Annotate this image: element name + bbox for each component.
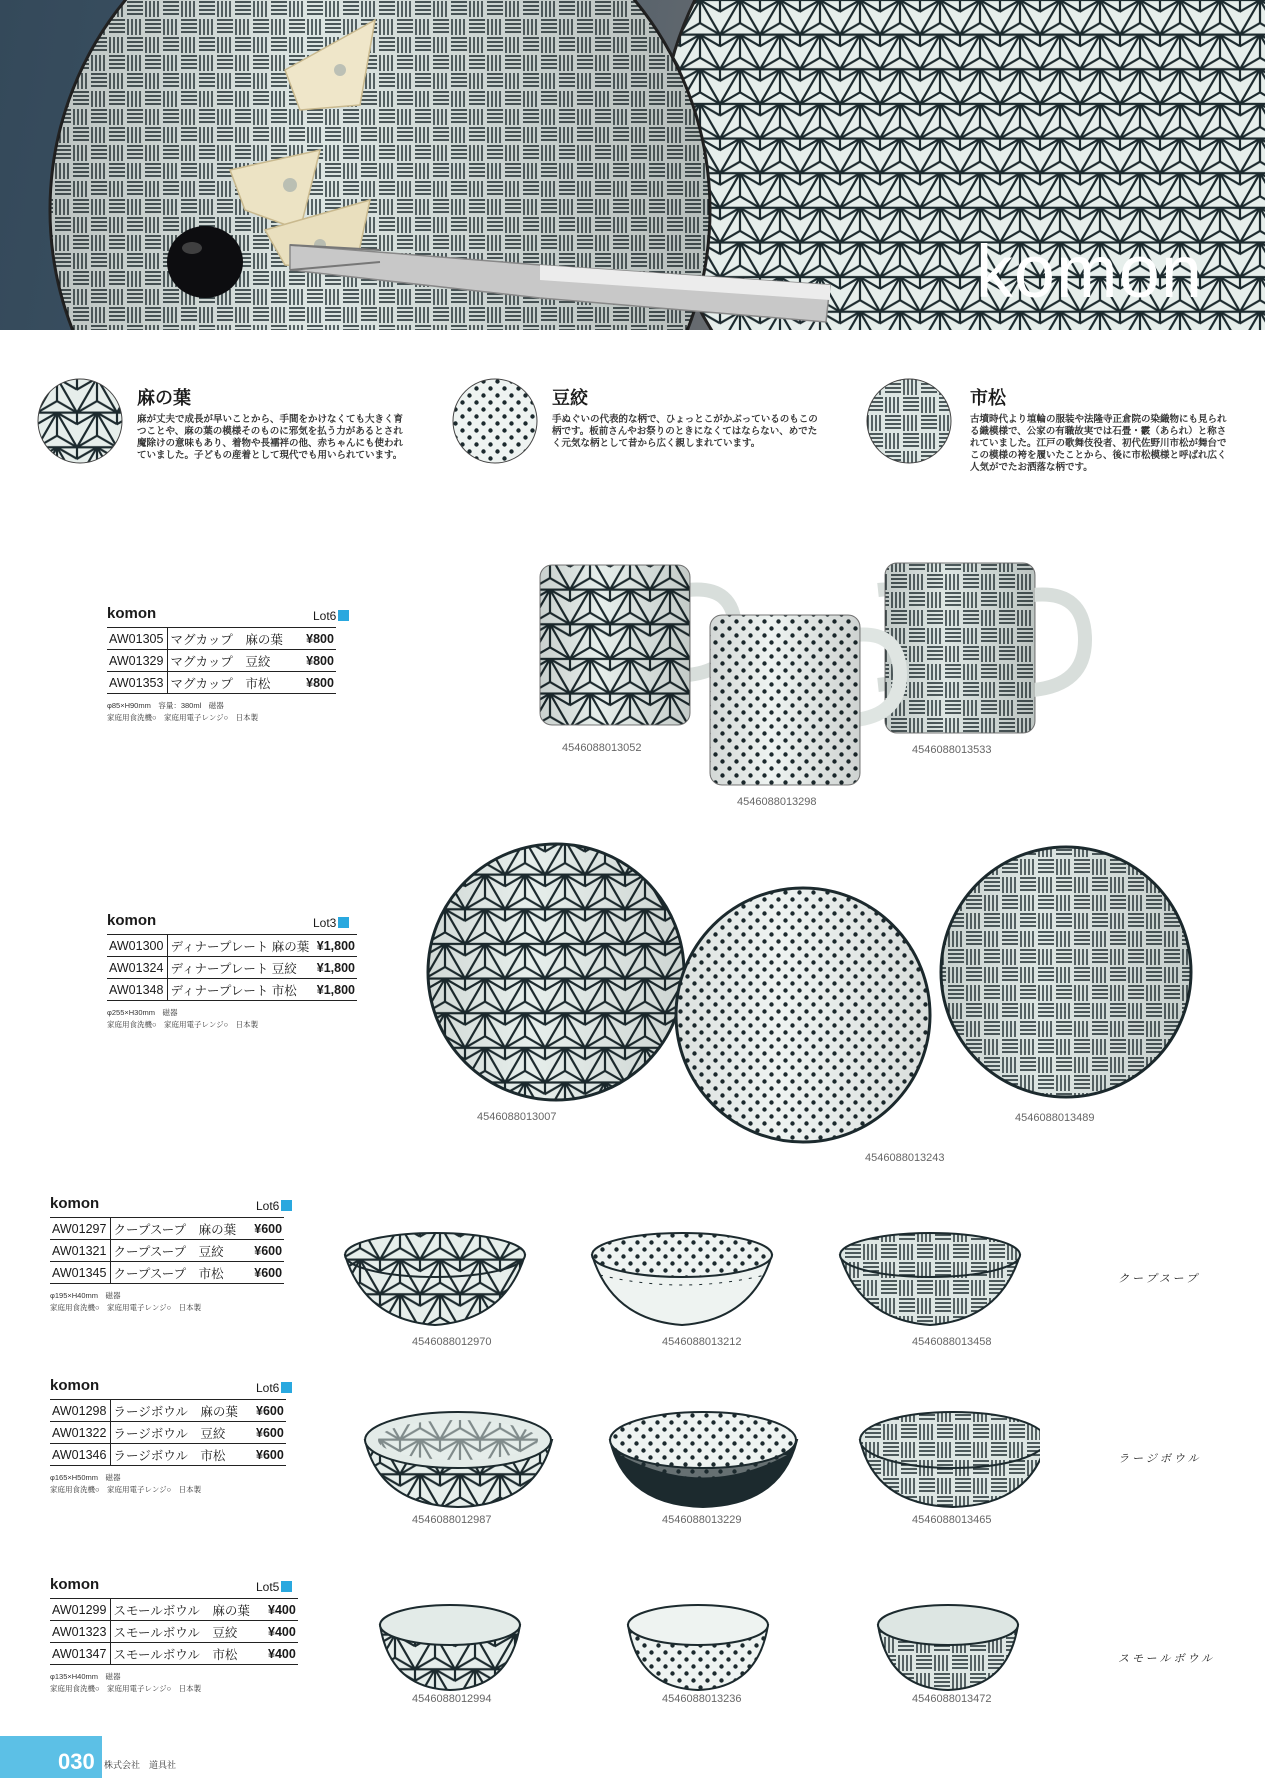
product-name: マグカップ 豆絞 <box>168 650 290 672</box>
olive-icon <box>167 226 243 298</box>
product-code: AW01299 <box>50 1599 111 1621</box>
table-row <box>107 628 336 650</box>
coupe-soup-photos <box>340 1225 1050 1335</box>
large-bowl-asanoha <box>365 1412 552 1507</box>
jan-code: 4546088013229 <box>662 1514 742 1526</box>
product-name: クープスープ 豆絞 <box>111 1240 238 1262</box>
spec-note: 家庭用食洗機○ 家庭用電子レンジ○ 日本製 <box>50 1303 202 1312</box>
pattern-description: 古墳時代より埴輪の服装や法隆寺正倉院の染織物にも見られる織模様で、公家の有職故実では石畳・霰（あられ）と称されていました。江戸の歌舞伎役者、初代佐野川市松が舞台でこの模様の袴を履いたことから、後に市松模様と呼ばれ広く人気がでたお洒落な柄です。 <box>970 414 1227 473</box>
spec-note: 家庭用食洗機○ 家庭用電子レンジ○ 日本製 <box>107 1020 259 1029</box>
dinner-plate-photos <box>425 840 1200 1150</box>
large-bowl-mameshibori <box>610 1412 797 1507</box>
pattern-intro-mameshibori <box>452 378 832 478</box>
series-name: komon <box>50 1377 100 1394</box>
spec-table-small-bowl <box>50 1576 300 1706</box>
table-row <box>50 1240 284 1262</box>
product-code: AW01347 <box>50 1643 111 1665</box>
spec-note: 家庭用食洗機○ 家庭用電子レンジ○ 日本製 <box>50 1684 202 1693</box>
category-label: スモールボウル <box>1118 1652 1216 1665</box>
table-row <box>107 935 357 957</box>
product-name: ディナープレート 豆絞 <box>168 957 311 979</box>
spec-table-mug <box>107 605 357 735</box>
pattern-description: 麻が丈夫で成長が早いことから、手間をかけなくても大きく育つことや、麻の葉の模様そのものに邪気を払う力があるとされ魔除けの意味もあり、着物や長襦袢の他、赤ちゃんにも使われていました。子どもの産着として現代でも用いられています。 <box>137 414 404 461</box>
product-price: ¥800 <box>290 672 336 694</box>
product-code: AW01348 <box>107 979 168 1001</box>
large-bowl-photos <box>360 1405 1040 1515</box>
product-price: ¥400 <box>252 1643 298 1665</box>
hero-banner <box>0 0 1265 330</box>
product-name: ラージボウル 麻の葉 <box>111 1400 240 1422</box>
product-name: クープスープ 麻の葉 <box>111 1218 238 1240</box>
pattern-intro-asanoha <box>37 378 417 478</box>
small-bowl-mameshibori <box>628 1605 768 1690</box>
product-name: クープスープ 市松 <box>111 1262 238 1284</box>
spec-note: φ165×H50mm 磁器 <box>50 1473 121 1482</box>
product-price: ¥1,800 <box>311 979 357 1001</box>
jan-code: 4546088013298 <box>737 796 817 808</box>
product-code: AW01298 <box>50 1400 111 1422</box>
product-code: AW01353 <box>107 672 168 694</box>
product-table <box>107 627 336 694</box>
product-name: マグカップ 麻の葉 <box>168 628 290 650</box>
product-price: ¥600 <box>238 1240 284 1262</box>
lot-label: Lot6 <box>256 1381 280 1395</box>
product-code: AW01346 <box>50 1444 111 1466</box>
large-bowl-ichimatsu <box>860 1412 1040 1507</box>
spec-table-dinner-plate <box>107 912 357 1042</box>
table-row <box>50 1643 298 1665</box>
lot-badge <box>256 1381 292 1395</box>
spec-table-large-bowl <box>50 1377 300 1507</box>
table-row <box>50 1599 298 1621</box>
product-price: ¥400 <box>252 1621 298 1643</box>
category-label: クープスープ <box>1118 1272 1200 1285</box>
product-price: ¥800 <box>290 650 336 672</box>
product-price: ¥400 <box>252 1599 298 1621</box>
spec-note: φ85×H90mm 容量：380ml 磁器 <box>107 701 224 710</box>
jan-code: 4546088013243 <box>865 1152 945 1164</box>
spec-note: 家庭用食洗機○ 家庭用電子レンジ○ 日本製 <box>50 1485 202 1494</box>
pattern-name: 豆絞 <box>552 388 588 409</box>
lot-square-icon <box>338 917 349 928</box>
mug-mameshibori <box>710 615 900 785</box>
product-price: ¥1,800 <box>311 935 357 957</box>
jan-code: 4546088013489 <box>1015 1112 1095 1124</box>
coupe-soup-ichimatsu <box>840 1233 1020 1325</box>
pattern-name: 市松 <box>970 388 1006 409</box>
ichimatsu-pattern-icon <box>866 378 952 464</box>
jan-code: 4546088013007 <box>477 1111 557 1123</box>
page-number: 030 <box>58 1749 95 1774</box>
lot-badge <box>256 1199 292 1213</box>
lot-badge <box>313 916 349 930</box>
table-row <box>50 1218 284 1240</box>
jan-code: 4546088013472 <box>912 1693 992 1705</box>
lot-label: Lot3 <box>313 916 337 930</box>
series-name: komon <box>107 605 157 622</box>
jan-code: 4546088013236 <box>662 1693 742 1705</box>
lot-square-icon <box>281 1382 292 1393</box>
product-name: スモールボウル 麻の葉 <box>111 1599 252 1621</box>
mug-photos <box>530 555 1095 795</box>
product-code: AW01345 <box>50 1262 111 1284</box>
product-price: ¥600 <box>240 1444 286 1466</box>
lot-square-icon <box>281 1200 292 1211</box>
table-row <box>107 650 336 672</box>
product-name: ラージボウル 市松 <box>111 1444 240 1466</box>
small-bowl-asanoha <box>380 1605 520 1690</box>
table-row <box>50 1400 286 1422</box>
spec-table-coupe-soup <box>50 1195 300 1325</box>
product-name: ラージボウル 豆絞 <box>111 1422 240 1444</box>
lot-badge <box>313 609 349 623</box>
table-row <box>107 979 357 1001</box>
spec-note: φ195×H40mm 磁器 <box>50 1291 121 1300</box>
product-code: AW01297 <box>50 1218 111 1240</box>
product-price: ¥600 <box>240 1400 286 1422</box>
jan-code: 4546088012994 <box>412 1693 492 1705</box>
product-price: ¥600 <box>238 1262 284 1284</box>
product-name: スモールボウル 市松 <box>111 1643 252 1665</box>
series-name: komon <box>50 1576 100 1593</box>
jan-code: 4546088013465 <box>912 1514 992 1526</box>
product-code: AW01329 <box>107 650 168 672</box>
lot-square-icon <box>281 1581 292 1592</box>
table-row <box>50 1621 298 1643</box>
product-table <box>50 1217 284 1284</box>
coupe-soup-mameshibori <box>592 1233 772 1325</box>
product-price: ¥600 <box>238 1218 284 1240</box>
spec-note: φ255×H30mm 磁器 <box>107 1008 178 1017</box>
jan-code: 4546088013052 <box>562 742 642 754</box>
product-table <box>50 1598 298 1665</box>
lot-label: Lot5 <box>256 1580 280 1594</box>
spec-note: φ135×H40mm 磁器 <box>50 1672 121 1681</box>
product-name: ディナープレート 市松 <box>168 979 311 1001</box>
category-label: ラージボウル <box>1118 1452 1202 1465</box>
pattern-intro-ichimatsu <box>866 378 1236 478</box>
lot-label: Lot6 <box>256 1199 280 1213</box>
table-row <box>107 672 336 694</box>
small-bowl-ichimatsu <box>878 1605 1018 1690</box>
company-name: 株式会社 道具社 <box>104 1761 177 1771</box>
jan-code: 4546088013533 <box>912 744 992 756</box>
small-bowl-photos <box>375 1600 1035 1700</box>
table-row <box>107 957 357 979</box>
series-name: komon <box>50 1195 100 1212</box>
product-code: AW01324 <box>107 957 168 979</box>
product-name: ディナープレート 麻の葉 <box>168 935 311 957</box>
product-code: AW01322 <box>50 1422 111 1444</box>
jan-code: 4546088013458 <box>912 1336 992 1348</box>
product-name: マグカップ 市松 <box>168 672 290 694</box>
lot-label: Lot6 <box>313 609 337 623</box>
product-code: AW01323 <box>50 1621 111 1643</box>
coupe-soup-asanoha <box>345 1233 525 1325</box>
table-row <box>50 1262 284 1284</box>
jan-code: 4546088013212 <box>662 1336 742 1348</box>
table-row <box>50 1422 286 1444</box>
hero-title: komon <box>975 230 1203 313</box>
series-name: komon <box>107 912 157 929</box>
jan-code: 4546088012970 <box>412 1336 492 1348</box>
product-code: AW01305 <box>107 628 168 650</box>
product-price: ¥600 <box>240 1422 286 1444</box>
product-code: AW01300 <box>107 935 168 957</box>
asanoha-pattern-icon <box>37 378 123 464</box>
product-code: AW01321 <box>50 1240 111 1262</box>
product-price: ¥1,800 <box>311 957 357 979</box>
pattern-description: 手ぬぐいの代表的な柄で、ひょっとこがかぶっているのもこの柄です。板前さんやお祭りのときになくてはならない、めでたく元気な柄として昔から広く親しまれています。 <box>552 414 818 449</box>
mug-ichimatsu <box>878 563 1085 733</box>
product-table <box>107 934 357 1001</box>
table-row <box>50 1444 286 1466</box>
lot-square-icon <box>338 610 349 621</box>
pattern-name: 麻の葉 <box>137 388 191 409</box>
product-name: スモールボウル 豆絞 <box>111 1621 252 1643</box>
lot-badge <box>256 1580 292 1594</box>
product-table <box>50 1399 286 1466</box>
mug-asanoha <box>540 565 735 725</box>
spec-note: 家庭用食洗機○ 家庭用電子レンジ○ 日本製 <box>107 713 259 722</box>
jan-code: 4546088012987 <box>412 1514 492 1526</box>
product-price: ¥800 <box>290 628 336 650</box>
mameshibori-pattern-icon <box>452 378 538 464</box>
